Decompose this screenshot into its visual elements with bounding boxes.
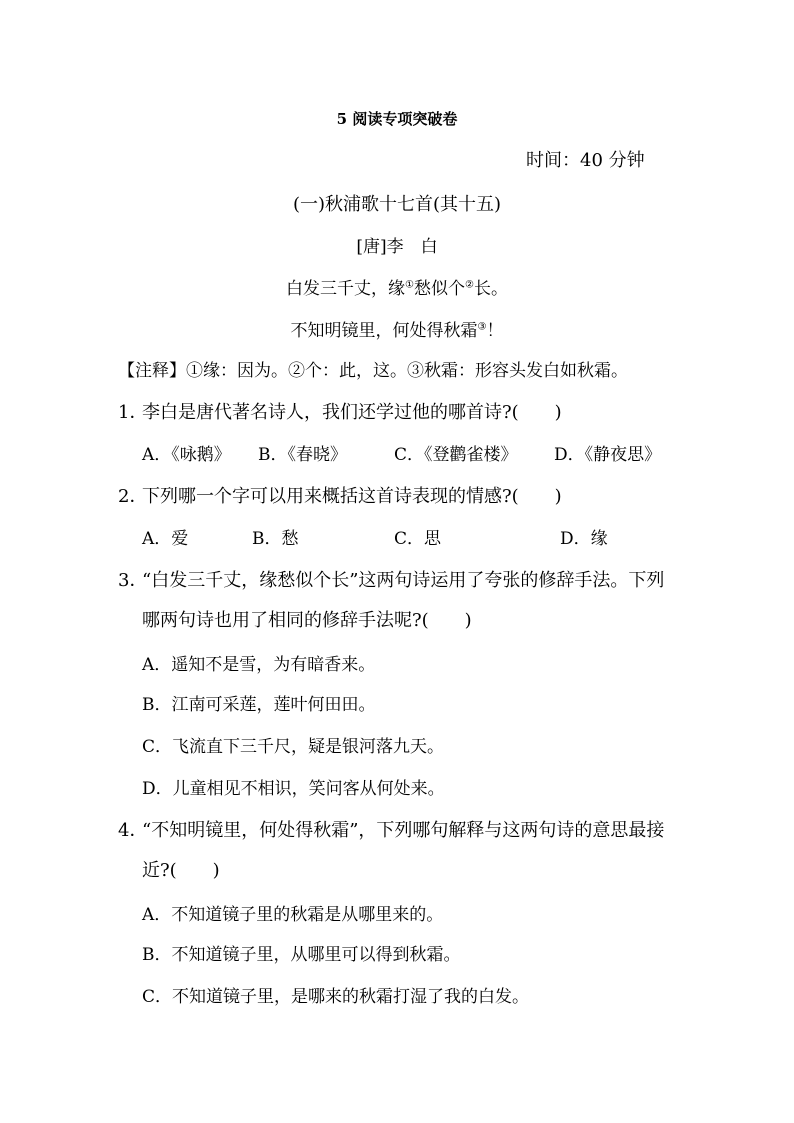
- question-text: 下列哪一个字可以用来概括这首诗表现的情感?( ): [142, 486, 562, 507]
- option-a[interactable]: A．爱: [142, 529, 189, 549]
- option-a[interactable]: A．不知道镜子里的秋霜是从哪里来的。: [142, 905, 444, 925]
- verse-text: 长。: [473, 279, 508, 299]
- question-1: [118, 398, 562, 424]
- annotation: 【注释】①缘：因为。②个：此，这。③秋霜：形容头发白如秋霜。: [118, 361, 628, 381]
- question-3-text-line-2: 哪两句诗也用了相同的修辞手法呢?( ): [142, 610, 472, 631]
- question-2: [118, 482, 562, 508]
- option-b[interactable]: B．江南可采莲，莲叶何田田。: [142, 695, 376, 715]
- verse-text: 愁似个: [414, 279, 465, 299]
- option-a[interactable]: A．《咏鹅》: [142, 445, 231, 465]
- question-number: 4．: [118, 820, 148, 841]
- option-b[interactable]: B．愁: [252, 529, 299, 549]
- verse-text: 白发三千丈，缘: [286, 279, 406, 299]
- option-c[interactable]: C．思: [394, 529, 442, 549]
- question-3: [118, 566, 664, 592]
- option-c[interactable]: C．不知道镜子里，是哪来的秋霜打湿了我的白发。: [142, 987, 530, 1007]
- option-b[interactable]: B．不知道镜子里，从哪里可以得到秋霜。: [142, 945, 461, 965]
- option-b[interactable]: B．《春晓》: [258, 445, 347, 465]
- question-text: 李白是唐代著名诗人，我们还学过他的哪首诗?( ): [142, 402, 562, 423]
- note-marker: ②: [465, 279, 474, 291]
- question-number: 2．: [118, 486, 148, 507]
- option-c[interactable]: C．《登鹳雀楼》: [394, 445, 518, 465]
- question-text: “不知明镜里，何处得秋霜”，下列哪句解释与这两句诗的意思最接: [142, 820, 665, 841]
- verse-text: ！: [486, 321, 504, 341]
- option-d[interactable]: D．《静夜思》: [554, 445, 662, 465]
- option-c[interactable]: C．飞流直下三千尺，疑是银河落九天。: [142, 737, 445, 757]
- document-title: 5 阅读专项突破卷: [336, 110, 458, 128]
- note-marker: ③: [477, 321, 487, 333]
- question-text: “白发三千丈，缘愁似个长”这两句诗运用了夸张的修辞手法。下列: [142, 570, 665, 591]
- question-4: [118, 816, 664, 842]
- verse-text: 不知明镜里，何处得秋霜: [290, 321, 478, 341]
- poem-line-1: [0, 274, 794, 299]
- poem-title: (一)秋浦歌十七首(其十五): [292, 194, 502, 215]
- question-number: 1．: [118, 402, 148, 423]
- poem-author: [唐]李 白: [356, 237, 438, 257]
- time-limit: 时间：40 分钟: [526, 150, 645, 171]
- option-d[interactable]: D．缘: [560, 529, 608, 549]
- option-a[interactable]: A．遥知不是雪，为有暗香来。: [142, 655, 376, 675]
- option-d[interactable]: D．儿童相见不相识，笑问客从何处来。: [142, 779, 445, 799]
- question-4-text-line-2: 近?( ): [142, 860, 220, 881]
- poem-line-2: [0, 316, 794, 341]
- question-number: 3．: [118, 570, 148, 591]
- note-marker: ①: [405, 279, 414, 291]
